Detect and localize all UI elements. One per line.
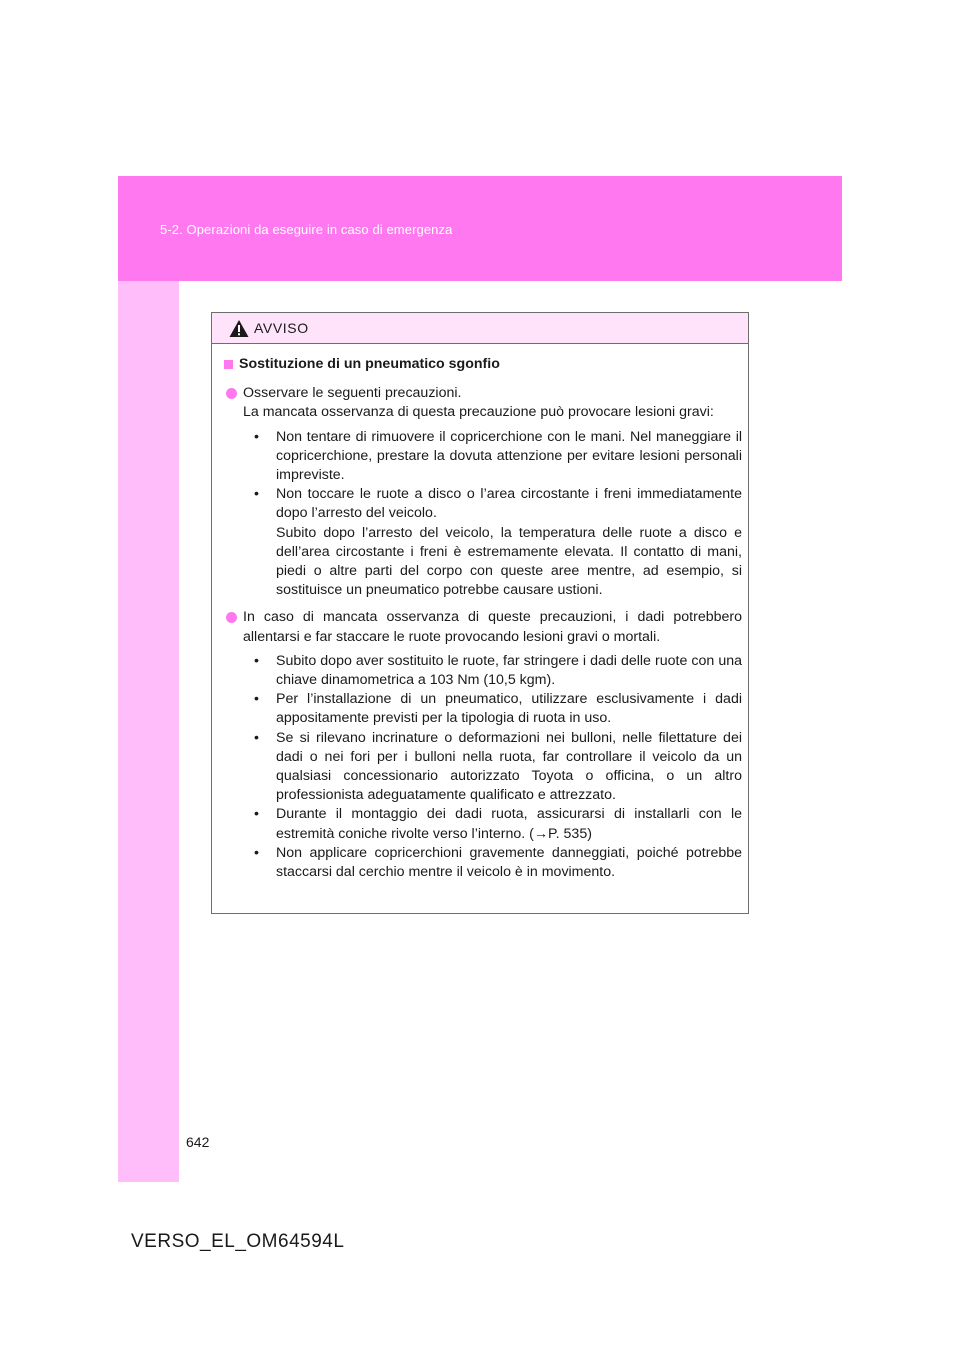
sub-bullet-mark: • — [254, 486, 259, 503]
bullet-item — [226, 384, 742, 604]
document-code: VERSO_EL_OM64594L — [131, 1231, 345, 1252]
bullet-dot-icon — [226, 388, 237, 399]
sub-list — [243, 652, 742, 882]
sub-item-text: Subito dopo aver sostituito le ruote, far stringere i dadi delle ruote con una chiave dinamometrica a 103 Nm (10,5 kgm). — [276, 652, 742, 689]
sub-list-item — [244, 805, 742, 843]
sub-list-item — [244, 428, 742, 486]
bullet-lead: In caso di mancata osservanza di queste precauzioni, i dadi potrebbero allentarsi e far staccare le ruote provocando lesioni gravi o mortali. — [243, 609, 742, 645]
bullet-dot-icon — [226, 612, 237, 623]
sub-item-text: Non toccare le ruote a disco o l’area circostante i freni immediatamente dopo l’arresto del veicolo. — [276, 486, 742, 522]
topic-heading — [224, 355, 742, 374]
sub-list-item — [244, 652, 742, 690]
warning-body — [212, 344, 748, 886]
sub-list-item — [244, 729, 742, 806]
sub-list — [243, 428, 742, 601]
topic-label: Sostituzione di un pneumatico sgonfio — [239, 356, 500, 372]
warning-triangle-icon — [229, 319, 249, 338]
sub-item-text: Se si rilevano incrinature o deformazioni nei bulloni, nelle filettature dei dadi o nei fori per i bulloni nella ruota, far controllare il veicolo da un qualsiasi concessionario autorizzato Toyota o officina, o un altro professionista adeguatamente qualificato e attrezzato. — [276, 729, 742, 804]
sub-list-item — [244, 690, 742, 728]
side-band — [118, 281, 179, 1182]
page-number: 642 — [186, 1134, 210, 1150]
square-marker-icon — [224, 360, 233, 369]
bullet-lead: Osservare le seguenti precauzioni. — [243, 385, 462, 402]
sub-bullet-mark: • — [254, 806, 259, 823]
sub-bullet-mark: • — [254, 428, 259, 445]
sub-item-text: Non applicare copricerchioni gravemente danneggiati, poiché potrebbe staccarsi dal cerchio mentre il veicolo è in movimento. — [276, 844, 742, 881]
sub-item-extra: Subito dopo l’arresto del veicolo, la temperatura delle ruote a disco e dell’area circostante i freni è estremamente elevata. Il contatto di mani, piedi o altre parti del corpo con queste aree mentre, ad esempio, si sostituisce un pneumatico potrebbe causare ustioni. — [276, 524, 742, 599]
sub-item-text: Per l’installazione di un pneumatico, utilizzare esclusivamente i dadi appositamente previsti per la tipologia di ruota in uso. — [276, 691, 742, 727]
sub-bullet-mark: • — [254, 729, 259, 746]
sub-bullet-mark: • — [254, 844, 259, 861]
sub-list-item — [244, 485, 742, 600]
sub-bullet-mark: • — [254, 691, 259, 708]
warning-box — [211, 312, 749, 914]
warning-title: AVVISO — [254, 320, 309, 336]
section-title: 5-2. Operazioni da eseguire in caso di emergenza — [160, 222, 453, 237]
bullet-text: La mancata osservanza di questa precauzione può provocare lesioni gravi: — [243, 404, 714, 421]
warning-header — [212, 313, 748, 344]
sub-list-item — [244, 844, 742, 882]
sub-item-text: Durante il montaggio dei dadi ruota, assicurarsi di installarli con le estremità coniche rivolte verso l’interno. (→P. 535) — [276, 806, 742, 842]
sub-item-text: Non tentare di rimuovere il copricerchione con le mani. Nel maneggiare il copricerchione, prestare la dovuta attenzione per evitare lesioni personali impreviste. — [276, 428, 742, 484]
bullet-item — [226, 608, 742, 886]
sub-bullet-mark: • — [254, 652, 259, 669]
